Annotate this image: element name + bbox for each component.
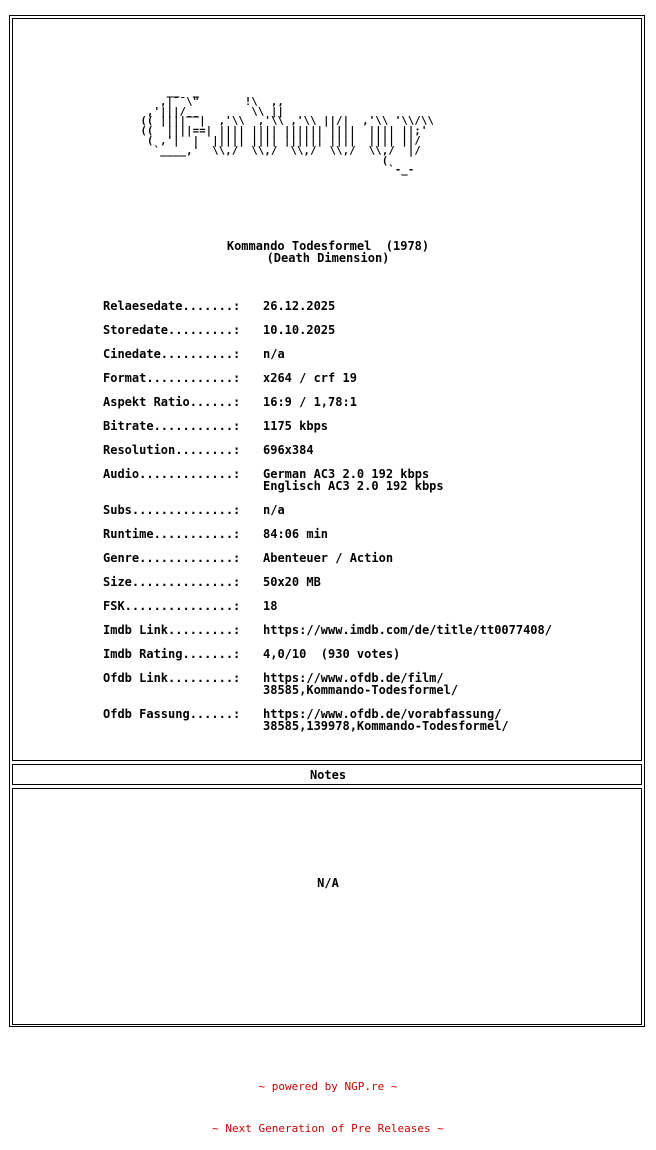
info-row xyxy=(103,552,393,564)
notes-body: N/A xyxy=(317,876,339,890)
info-key: Resolution........: xyxy=(103,443,241,457)
info-value: 50x20 MB xyxy=(263,575,321,589)
release-title: Kommando Todesformel (1978) xyxy=(226,239,430,253)
info-key: Runtime...........: xyxy=(103,527,241,541)
info-value: 1175 kbps xyxy=(263,419,329,433)
info-row xyxy=(103,396,357,408)
info-key: Genre.............: xyxy=(103,551,241,565)
ascii-logo: __ _ ,|¯¯\" !\ ,, ,'|||/__ \\ || (( ||||¯¯| ,'\\ ,'\\ ,'\\ ||/| ,'\\ '\\/\\ (( ||||==| |||| |||| |||||| |||| |||| ||;' ( ,'| | ||||| |||| |||||| |||| |||| ||/ `____,' \\,/ \\,/ \\,/ \\,/ \\,/ |/ ( `-_- xyxy=(140,86,434,177)
info-key: Bitrate...........: xyxy=(103,419,241,433)
info-key: Cinedate..........: xyxy=(103,347,241,361)
info-row xyxy=(103,504,285,516)
info-key: Audio.............: xyxy=(103,467,241,481)
info-key: Size..............: xyxy=(103,575,241,589)
info-value: n/a xyxy=(263,347,285,361)
info-key: Relaesedate.......: xyxy=(103,299,241,313)
info-row xyxy=(103,348,285,360)
info-key: Ofdb Link.........: xyxy=(103,671,241,685)
info-row xyxy=(103,444,314,456)
info-value: https://www.imdb.com/de/title/tt0077408/ xyxy=(263,623,552,637)
footer xyxy=(0,1052,656,1150)
info-value: x264 / crf 19 xyxy=(263,371,357,385)
info-value: https://www.ofdb.de/vorabfassung/ 38585,139978,Kommando-Todesformel/ xyxy=(263,707,509,733)
info-value: 18 xyxy=(263,599,278,613)
info-key: Format............: xyxy=(103,371,241,385)
info-key: Aspekt Ratio......: xyxy=(103,395,241,409)
notes-heading: Notes xyxy=(309,768,347,782)
release-subtitle: (Death Dimension) xyxy=(266,251,390,265)
footer-powered-by: ~ powered by NGP.re ~ xyxy=(258,1080,398,1093)
info-row xyxy=(103,300,335,312)
info-row xyxy=(103,576,321,588)
info-value: 16:9 / 1,78:1 xyxy=(263,395,357,409)
info-value: 26.12.2025 xyxy=(263,299,336,313)
notes-body-panel xyxy=(12,788,642,1025)
info-key: Storedate.........: xyxy=(103,323,241,337)
info-row xyxy=(103,672,458,696)
info-row xyxy=(103,528,328,540)
info-value: German AC3 2.0 192 kbps Englisch AC3 2.0 192 kbps xyxy=(263,467,444,493)
info-key: Ofdb Fassung......: xyxy=(103,707,241,721)
info-value: 10.10.2025 xyxy=(263,323,336,337)
info-row xyxy=(103,648,400,660)
info-key: Subs..............: xyxy=(103,503,241,517)
footer-tagline: ~ Next Generation of Pre Releases ~ xyxy=(212,1122,444,1135)
info-row xyxy=(103,708,509,732)
info-value: 696x384 xyxy=(263,443,314,457)
info-row xyxy=(103,324,335,336)
info-row xyxy=(103,468,444,492)
info-row xyxy=(103,420,328,432)
info-key: FSK...............: xyxy=(103,599,241,613)
info-row xyxy=(103,600,277,612)
info-value: Abenteuer / Action xyxy=(263,551,394,565)
info-row xyxy=(103,624,552,636)
info-value: https://www.ofdb.de/film/ 38585,Kommando-Todesformel/ xyxy=(263,671,459,697)
info-value: 84:06 min xyxy=(263,527,329,541)
info-key: Imdb Link.........: xyxy=(103,623,241,637)
info-value: 4,0/10 (930 votes) xyxy=(263,647,401,661)
info-row xyxy=(103,372,357,384)
info-value: n/a xyxy=(263,503,285,517)
info-key: Imdb Rating.......: xyxy=(103,647,241,661)
